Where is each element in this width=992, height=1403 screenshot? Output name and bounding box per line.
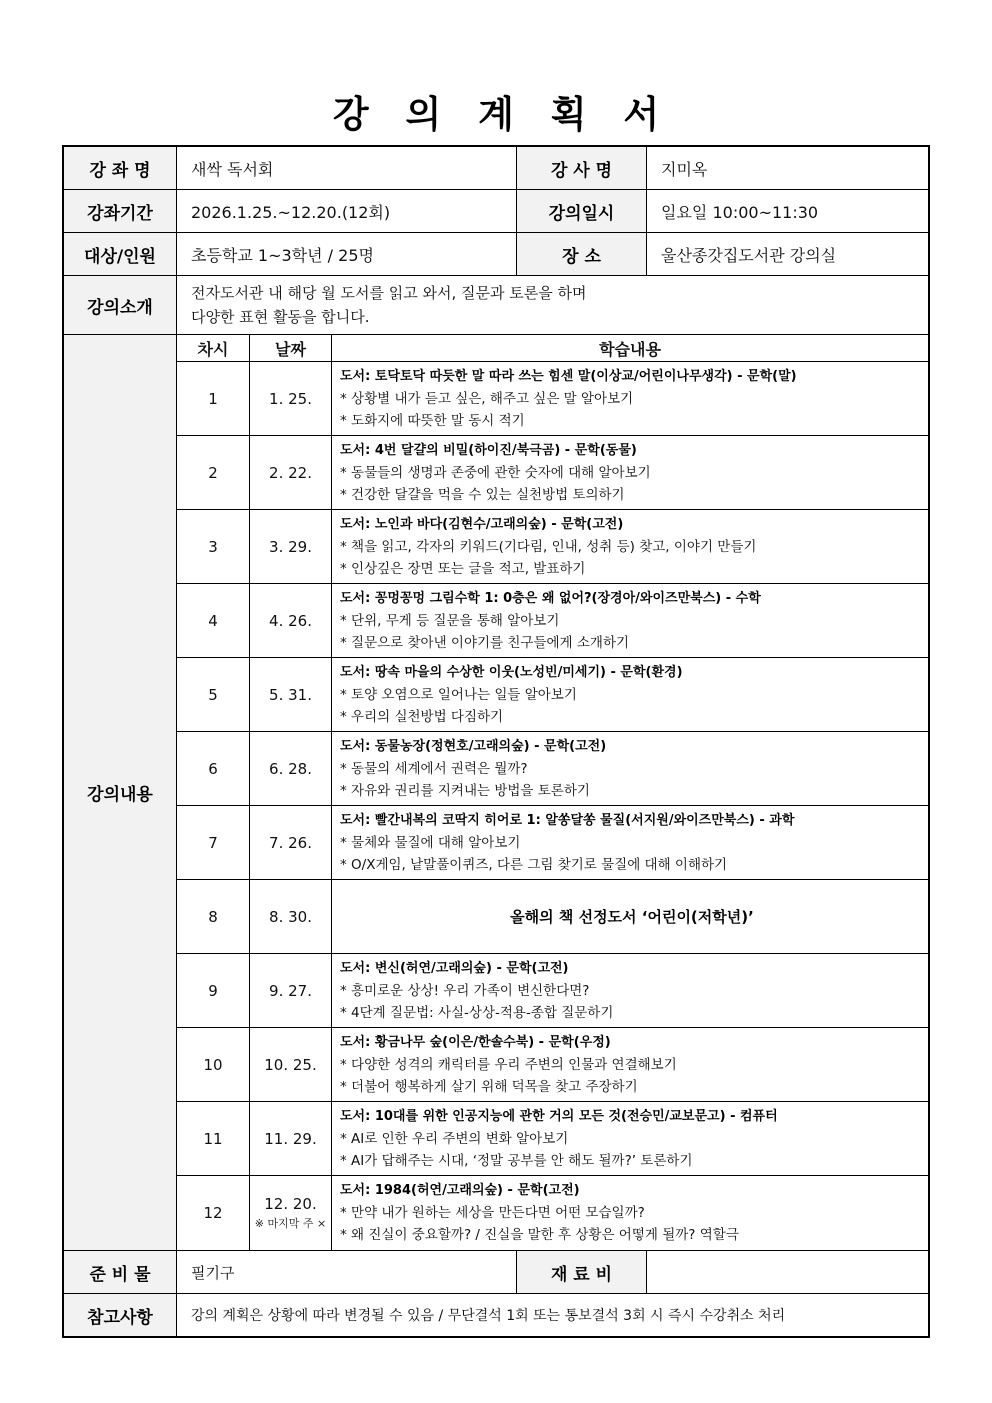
lesson-session: 4	[177, 584, 250, 657]
lesson-bullet: * 물체와 물질에 대해 알아보기	[340, 834, 521, 851]
period-label: 강좌기간	[64, 190, 177, 232]
lesson-session: 9	[177, 954, 250, 1027]
lesson-row	[177, 1102, 928, 1176]
header-session: 차시	[177, 335, 250, 361]
lesson-bullet: * 동물들의 생명과 존중에 관한 숫자에 대해 알아보기	[340, 464, 651, 481]
intro-line-1: 전자도서관 내 해당 월 도서를 읽고 와서, 질문과 토론을 하며	[191, 284, 587, 302]
lesson-bullet: * 동물의 세계에서 권력은 뭘까?	[340, 760, 528, 777]
intro-text	[177, 276, 928, 334]
lesson-date: 9. 27.	[250, 954, 332, 1027]
instructor-value: 지미옥	[647, 147, 928, 189]
lesson-content	[332, 880, 928, 953]
intro-line-2: 다양한 표현 활동을 합니다.	[191, 308, 370, 326]
lesson-date-note: ※ 마지막 주 ×	[254, 1217, 327, 1230]
lesson-bullet: * O/X게임, 낱말풀이퀴즈, 다른 그림 찾기로 물질에 대해 이해하기	[340, 856, 728, 873]
lesson-bullet: * 더불어 행복하게 살기 위해 덕목을 찾고 주장하기	[340, 1078, 638, 1095]
lesson-content	[332, 658, 928, 731]
schedule-value: 일요일 10:00~11:30	[647, 190, 928, 232]
lesson-bullet: * 흥미로운 상상! 우리 가족이 변신한다면?	[340, 982, 590, 999]
lesson-date: 11. 29.	[250, 1102, 332, 1175]
lesson-row	[177, 1028, 928, 1102]
lesson-session: 7	[177, 806, 250, 879]
lesson-bullet: * 토양 오염으로 일어나는 일들 알아보기	[340, 686, 577, 703]
course-name-value: 새싹 독서회	[177, 147, 517, 189]
intro-label: 강의소개	[64, 276, 177, 334]
lesson-session: 12	[177, 1176, 250, 1250]
lesson-row	[177, 1176, 928, 1250]
lesson-date: 6. 28.	[250, 732, 332, 805]
intro-row	[64, 276, 928, 335]
content-label: 강의내용	[64, 335, 177, 1250]
lesson-date: 4. 26.	[250, 584, 332, 657]
place-value: 울산종갓집도서관 강의실	[647, 233, 928, 275]
lesson-content	[332, 362, 928, 435]
lesson-date: 12. 20. ※ 마지막 주 ×	[250, 1176, 332, 1250]
info-row-course-name	[64, 147, 928, 190]
lesson-row	[177, 954, 928, 1028]
target-label: 대상/인원	[64, 233, 177, 275]
lesson-row	[177, 880, 928, 954]
lesson-bullet: * 상황별 내가 듣고 싶은, 해주고 싶은 말 알아보기	[340, 390, 634, 407]
lesson-bullet: * 단위, 무게 등 질문을 통해 알아보기	[340, 612, 560, 629]
lesson-bullet: * AI가 답해주는 시대, ‘정말 공부를 안 해도 될까?’ 토론하기	[340, 1152, 693, 1169]
lesson-bullet: * 건강한 달걀을 먹을 수 있는 실천방법 토의하기	[340, 486, 625, 503]
lesson-bullet: * 왜 진실이 중요할까? / 진실을 말한 후 상황은 어떻게 될까? 역할극	[340, 1227, 739, 1243]
lesson-content	[332, 510, 928, 583]
lesson-book-title: 도서: 빨간내복의 코딱지 히어로 1: 알쏭달쏭 물질(서지원/와이즈만북스) - 과학	[340, 812, 795, 828]
lesson-book-title: 도서: 황금나무 숲(이은/한솔수북) - 문학(우정)	[340, 1034, 611, 1050]
lesson-session: 6	[177, 732, 250, 805]
header-date: 날짜	[250, 335, 332, 361]
note-label: 참고사항	[64, 1294, 177, 1336]
lecture-plan-table	[62, 145, 930, 1338]
lesson-session: 3	[177, 510, 250, 583]
lesson-bullet: * 4단계 질문법: 사실-상상-적용-종합 질문하기	[340, 1004, 614, 1021]
lesson-book-title: 도서: 땅속 마을의 수상한 이웃(노성빈/미세기) - 문학(환경)	[340, 664, 683, 680]
lesson-bullet: * 우리의 실천방법 다짐하기	[340, 708, 504, 725]
fee-value	[647, 1251, 928, 1293]
lesson-bullet: * 만약 내가 원하는 세상을 만든다면 어떤 모습일까?	[340, 1205, 645, 1221]
lesson-bullet: * 책을 읽고, 각자의 키워드(기다림, 인내, 성취 등) 찾고, 이야기 만들기	[340, 538, 757, 555]
info-row-target	[64, 233, 928, 276]
lesson-row	[177, 584, 928, 658]
lesson-bullet: * 질문으로 찾아낸 이야기를 친구들에게 소개하기	[340, 634, 630, 651]
lesson-date: 7. 26.	[250, 806, 332, 879]
lesson-content	[332, 1028, 928, 1101]
lesson-bullet: * 자유와 권리를 지켜내는 방법을 토론하기	[340, 782, 590, 799]
content-section	[64, 335, 928, 1251]
lesson-book-title: 도서: 변신(허연/고래의숲) - 문학(고전)	[340, 960, 569, 976]
lesson-book-title: 도서: 4번 달걀의 비밀(하이진/북극곰) - 문학(동물)	[340, 442, 637, 458]
lesson-content	[332, 806, 928, 879]
lesson-row	[177, 732, 928, 806]
lesson-content	[332, 584, 928, 657]
lesson-session: 5	[177, 658, 250, 731]
lesson-date: 5. 31.	[250, 658, 332, 731]
lesson-content	[332, 1176, 928, 1250]
lesson-session: 2	[177, 436, 250, 509]
lesson-book-title: 도서: 꽁멍꽁멍 그림수학 1: 0층은 왜 없어?(장경아/와이즈만북스) - 수학	[340, 590, 761, 606]
lesson-book-title: 도서: 10대를 위한 인공지능에 관한 거의 모든 것(전승민/교보문고) - 컴퓨터	[340, 1108, 778, 1124]
lesson-date: 3. 29.	[250, 510, 332, 583]
lesson-row	[177, 436, 928, 510]
course-name-label: 강 좌 명	[64, 147, 177, 189]
info-row-period	[64, 190, 928, 233]
lesson-center-text: 올해의 책 선정도서 ‘어린이(저학년)’	[510, 908, 754, 926]
target-value: 초등학교 1~3학년 / 25명	[177, 233, 517, 275]
lesson-content	[332, 436, 928, 509]
lesson-bullet: * 인상깊은 장면 또는 글을 적고, 발표하기	[340, 560, 586, 577]
lesson-content	[332, 954, 928, 1027]
lesson-session: 8	[177, 880, 250, 953]
fee-label: 재 료 비	[517, 1251, 647, 1293]
prep-row	[64, 1251, 928, 1294]
lesson-book-title: 도서: 1984(허연/고래의숲) - 문학(고전)	[340, 1183, 580, 1198]
period-value: 2026.1.25.~12.20.(12회)	[177, 190, 517, 232]
lesson-row	[177, 658, 928, 732]
lesson-bullet: * 도화지에 따뜻한 말 동시 적기	[340, 412, 525, 429]
lesson-date: 10. 25.	[250, 1028, 332, 1101]
lesson-bullet: * 다양한 성격의 캐릭터를 우리 주변의 인물과 연결해보기	[340, 1056, 677, 1073]
lesson-date: 1. 25.	[250, 362, 332, 435]
lesson-date: 2. 22.	[250, 436, 332, 509]
note-row	[64, 1294, 928, 1336]
lesson-book-title: 도서: 동물농장(정현호/고래의숲) - 문학(고전)	[340, 738, 607, 754]
lesson-row	[177, 510, 928, 584]
lesson-row	[177, 806, 928, 880]
lesson-date: 8. 30.	[250, 880, 332, 953]
prep-value: 필기구	[177, 1251, 517, 1293]
lesson-session: 1	[177, 362, 250, 435]
note-value: 강의 계획은 상황에 따라 변경될 수 있음 / 무단결석 1회 또는 통보결석 3회 시 즉시 수강취소 처리	[177, 1294, 928, 1336]
header-content: 학습내용	[599, 339, 661, 359]
content-header-row	[177, 335, 928, 362]
lesson-book-title: 도서: 토닥토닥 따듯한 말 따라 쓰는 힘센 말(이상교/어린이나무생각) - 문학(말)	[340, 368, 797, 384]
lesson-bullet: * AI로 인한 우리 주변의 변화 알아보기	[340, 1130, 569, 1147]
instructor-label: 강 사 명	[517, 147, 647, 189]
content-rows	[177, 362, 928, 1250]
page-title: 강 의 계 획 서	[332, 93, 672, 136]
place-label: 장 소	[517, 233, 647, 275]
lesson-row	[177, 362, 928, 436]
lesson-book-title: 도서: 노인과 바다(김현수/고래의숲) - 문학(고전)	[340, 516, 624, 532]
lesson-content	[332, 1102, 928, 1175]
lesson-session: 10	[177, 1028, 250, 1101]
prep-label: 준 비 물	[64, 1251, 177, 1293]
lesson-session: 11	[177, 1102, 250, 1175]
lesson-content	[332, 732, 928, 805]
schedule-label: 강의일시	[517, 190, 647, 232]
